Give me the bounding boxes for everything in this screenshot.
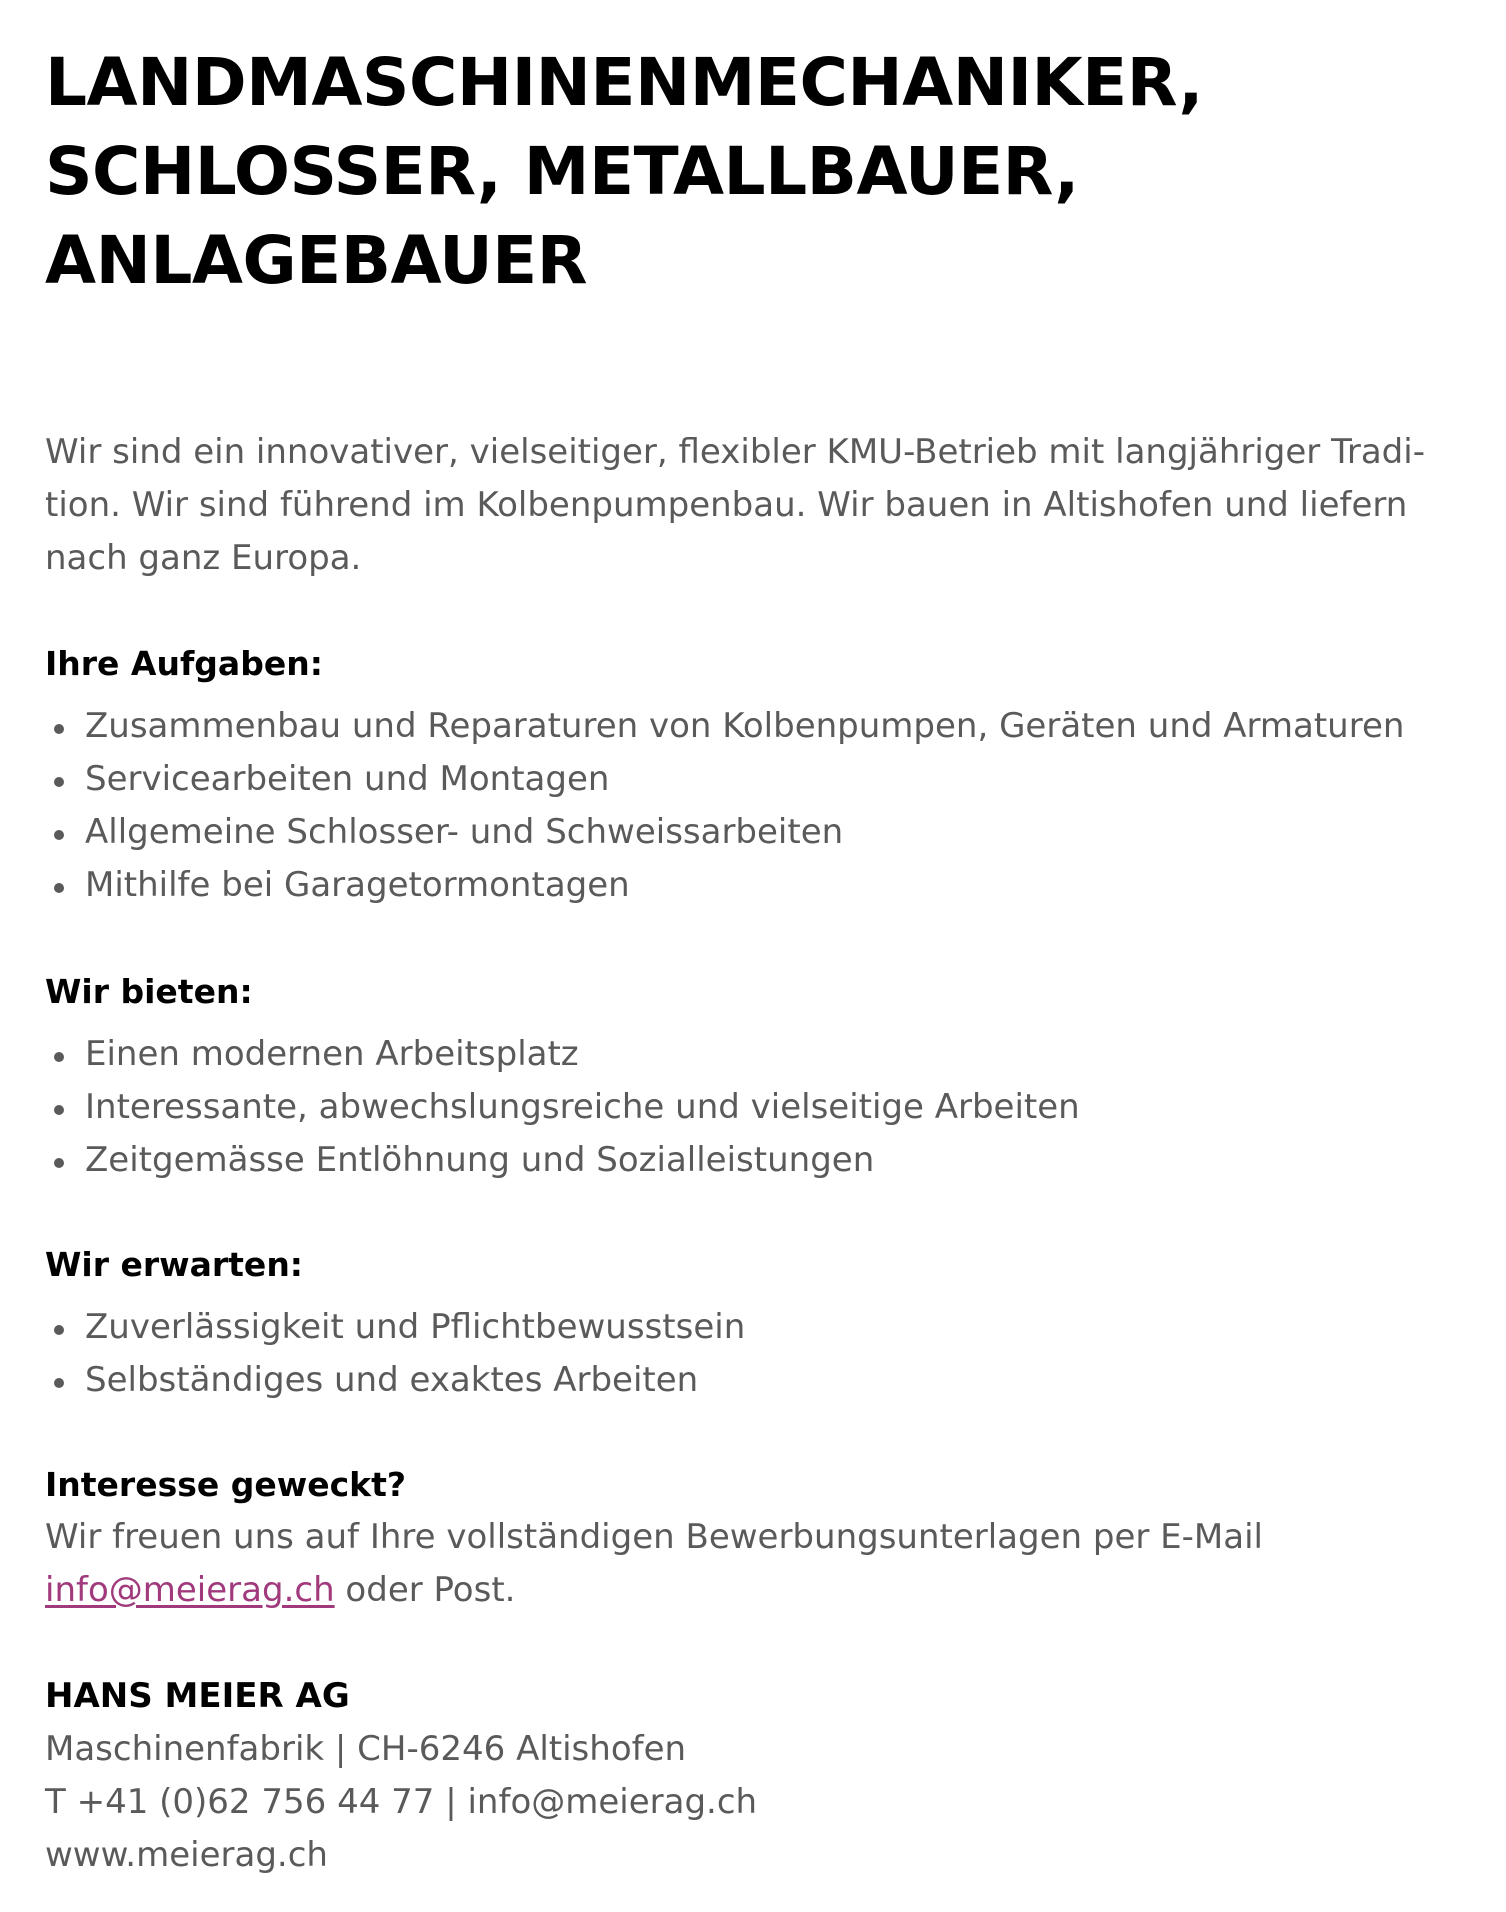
company-name: HANS MEIER AG	[45, 1676, 350, 1716]
email-link[interactable]: info@meierag.ch	[45, 1570, 335, 1610]
job-title-line: LANDMASCHINENMECHANIKER,	[45, 44, 1203, 121]
intro-line: nach ganz Europa.	[45, 538, 362, 578]
intro-paragraph	[45, 426, 1465, 585]
tasks-heading: Ihre Aufgaben:	[45, 644, 323, 683]
interest-line-2	[45, 1564, 1465, 1617]
interest-section	[45, 1458, 1465, 1617]
interest-line: Wir freuen uns auf Ihre vollständigen Bewerbungsunterlagen per E-Mail	[45, 1517, 1263, 1557]
list-item: Mithilfe bei Garagetormontagen	[45, 859, 1465, 912]
list-item: Zuverlässigkeit und Pflichtbewusstsein	[45, 1301, 1465, 1354]
job-title-line: ANLAGEBAUER	[45, 222, 588, 299]
list-item: Allgemeine Schlosser- und Schweissarbeiten	[45, 806, 1465, 859]
company-website: www.meierag.ch	[45, 1835, 328, 1875]
offer-section	[45, 965, 1465, 1187]
expectations-section	[45, 1238, 1465, 1407]
expectations-list	[45, 1301, 1465, 1407]
intro-line: Wir sind ein innovativer, vielseitiger, flexibler KMU-Betrieb mit langjähriger Tradi-	[45, 432, 1425, 472]
expectations-heading: Wir erwarten:	[45, 1245, 304, 1284]
list-item: Zeitgemässe Entlöhnung und Sozialleistungen	[45, 1134, 1465, 1187]
list-item: Servicearbeiten und Montagen	[45, 753, 1465, 806]
interest-heading: Interesse geweckt?	[45, 1465, 407, 1504]
company-address: Maschinenfabrik | CH-6246 Altishofen	[45, 1729, 687, 1769]
intro-line: tion. Wir sind führend im Kolbenpumpenbau. Wir bauen in Altishofen und liefern	[45, 485, 1408, 525]
list-item: Einen modernen Arbeitsplatz	[45, 1028, 1465, 1081]
job-title-line: SCHLOSSER, METALLBAUER,	[45, 133, 1079, 210]
job-posting	[45, 38, 1465, 1882]
list-item: Interessante, abwechslungsreiche und vielseitige Arbeiten	[45, 1081, 1465, 1134]
list-item: Selbständiges und exaktes Arbeiten	[45, 1354, 1465, 1407]
job-title	[45, 38, 1465, 305]
offer-list	[45, 1028, 1465, 1187]
list-item: Zusammenbau und Reparaturen von Kolbenpumpen, Geräten und Armaturen	[45, 700, 1465, 753]
tasks-list	[45, 700, 1465, 912]
interest-line-suffix: oder Post.	[334, 1570, 516, 1610]
tasks-section	[45, 637, 1465, 912]
company-contact: T +41 (0)62 756 44 77 | info@meierag.ch	[45, 1782, 758, 1822]
interest-text	[45, 1511, 1465, 1617]
offer-heading: Wir bieten:	[45, 972, 253, 1011]
company-info	[45, 1670, 1465, 1882]
